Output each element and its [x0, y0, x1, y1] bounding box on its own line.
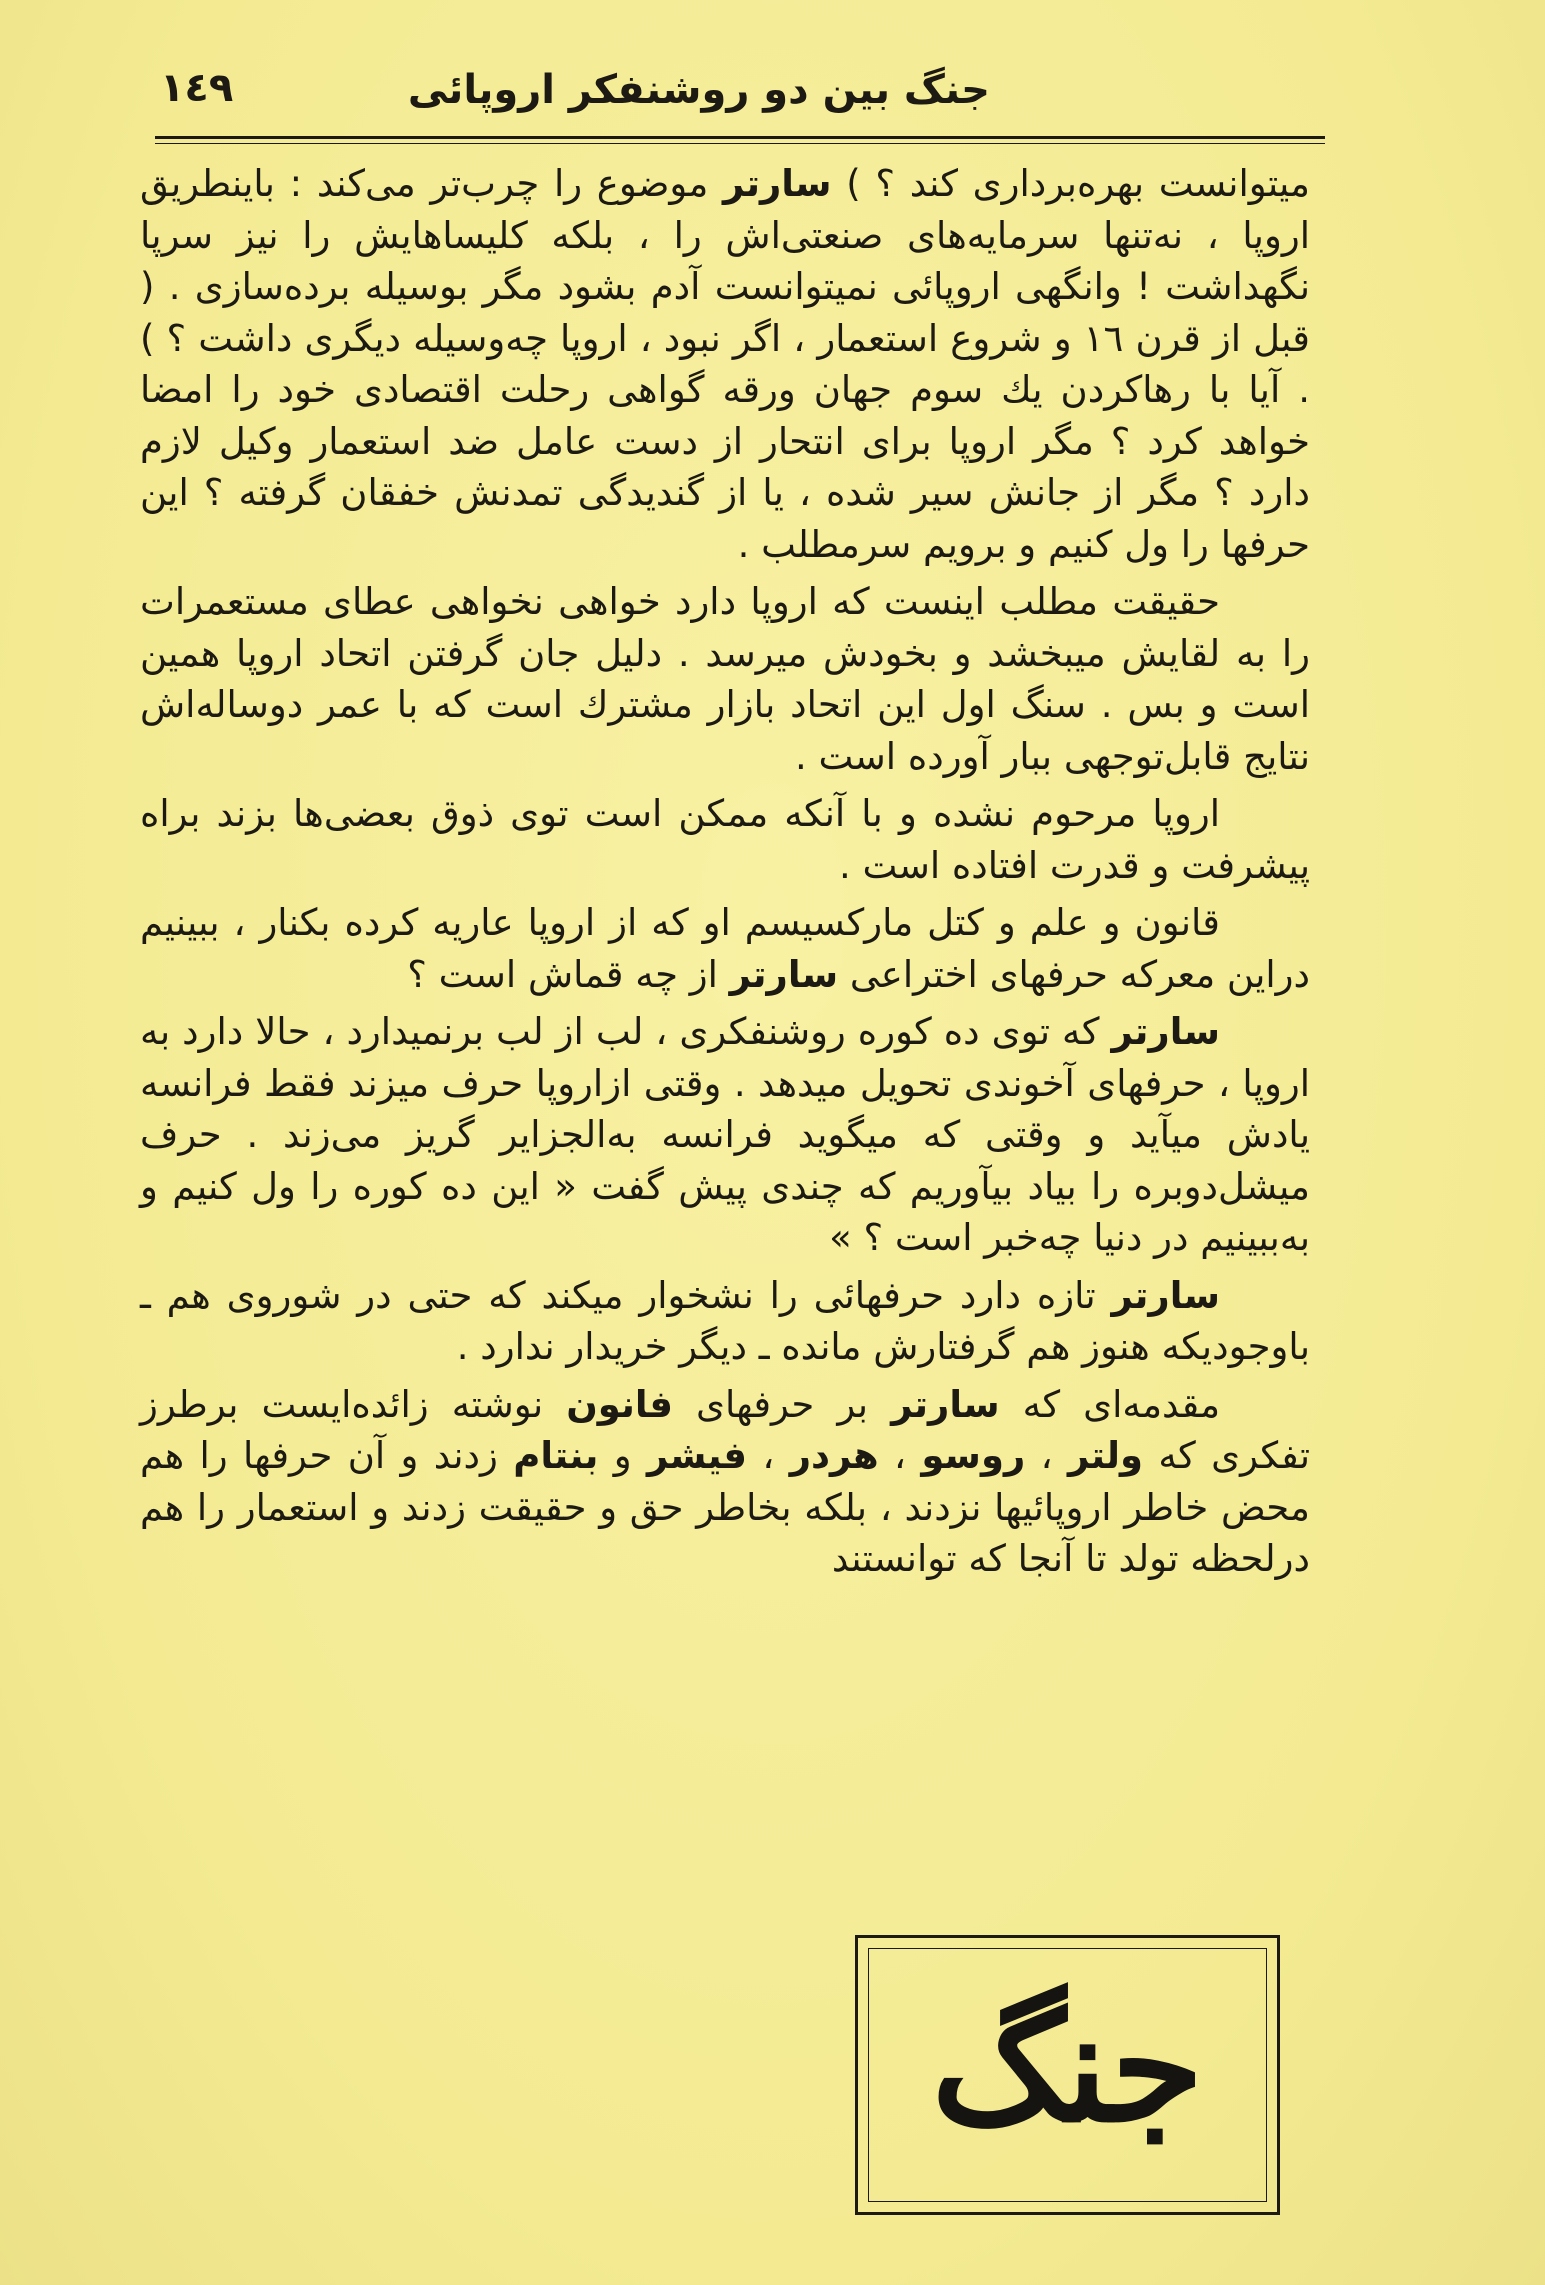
- header-rule: [155, 136, 1325, 139]
- bold-name-run: روسو: [921, 1434, 1026, 1477]
- header-rule-thin: [155, 143, 1325, 144]
- text-run: ،: [1025, 1434, 1068, 1477]
- bold-name-run: سارتر: [723, 162, 832, 205]
- bold-name-run: هردر: [789, 1434, 879, 1477]
- text-run: بر حرفهای: [672, 1382, 892, 1426]
- text-run: که توی ده کوره روشنفکری ، لب از لب برنمیدارد ، حالا دارد به اروپا ، حرفهای آخوندی تحویل میدهد . وقتی ازاروپا حرف میزند فقط فرانسه یادش میآید و وقتی که میگوید فرانسه به‌الجزایر گریز می‌زند . حرف میشل‌دوبره را بیاد بیآوریم که چندی پیش گفت « این ده کوره را ول کنیم و به‌ببینیم در دنیا چه‌خبر است ؟ »: [140, 1010, 1310, 1259]
- paragraph-p3: [140, 788, 1310, 891]
- stamp-word: جنگ: [931, 1980, 1204, 2156]
- paragraph-p5: [140, 1006, 1310, 1264]
- bold-name-run: ولتر: [1067, 1434, 1143, 1477]
- paragraph-p1: [140, 158, 1310, 570]
- bold-name-run: سارتر: [729, 952, 839, 996]
- text-run: از چه قماش است ؟: [407, 952, 730, 996]
- running-title: جنگ بین دو روشنفکر اروپائی: [407, 67, 990, 113]
- text-run: قانون و علم و کتل مارکسیسم او که از اروپا عاریه کرده بکنار ، ببینیم دراین معرکه حرفهای اختراعی: [140, 901, 1310, 996]
- page-header: [150, 55, 1330, 135]
- page-number: ١٤٩: [160, 65, 234, 111]
- text-run: موضوع را چرب‌تر می‌کند : باینطریق اروپا ، نه‌تنها سرمایه‌های صنعتی‌اش را ، بلکه کلیساهایش را نیز سرپا نگهداشت ! وانگهی اروپائی نمیتوانست آدم بشود مگر بوسیله برده‌سازی . ( قبل از قرن ١٦ و شروع استعمار ، اگر نبود ، اروپا چه‌وسیله دیگری داشت ؟ ) . آیا با رهاکردن یك سوم جهان ورقه گواهی رحلت اقتصادی خود را امضا خواهد کرد ؟ مگر اروپا برای انتحار از دست عامل ضد استعمار وکیل لازم دارد ؟ مگر از جانش سیر شده ، یا از گندیدگی تمدنش خفقان گرفته ؟ این حرفها را ول کنیم و برویم سرمطلب .: [140, 162, 1310, 566]
- text-run: حقیقت مطلب اینست که اروپا دارد خواهی نخواهی عطای مستعمرات را به لقایش میبخشد و بخودش میرسد . دلیل جان گرفتن اتحاد اروپا همین است و بس . سنگ اول این اتحاد بازار مشترك است که با عمر دوساله‌اش نتایج قابل‌توجهی ببار آورده است .: [140, 580, 1310, 778]
- text-run: ،: [878, 1434, 922, 1477]
- text-run: میتوانست بهره‌برداری کند ؟ ): [831, 162, 1310, 205]
- stamp-box: [855, 1935, 1280, 2215]
- text-run: و: [598, 1434, 647, 1477]
- paragraph-p2: [140, 576, 1310, 782]
- text-run: زدند و آن حرفها را هم محض خاطر اروپائیها نزدند ، بلکه بخاطر حق و حقیقت زدند و استعمار را هم درلحظه تولد تا آنجا که توانستند: [140, 1434, 1310, 1580]
- text-run: نوشته زائده‌ایست برطرز تفکری که: [140, 1382, 1310, 1477]
- paragraph-p6: [140, 1270, 1310, 1373]
- text-run: اروپا مرحوم نشده و با آنکه ممکن است توی ذوق بعضی‌ها بزند براه پیشرفت و قدرت افتاده است .: [140, 792, 1310, 887]
- bold-name-run: بنتام: [513, 1434, 599, 1477]
- bold-name-run: فانون: [566, 1382, 673, 1426]
- article-body: [140, 158, 1310, 1585]
- bold-name-run: سارتر: [891, 1382, 1000, 1426]
- text-run: ،: [746, 1434, 790, 1477]
- paragraph-p4: [140, 897, 1310, 1000]
- text-run: تازه دارد حرفهائی را نشخوار میکند که حتی در شوروی هم ـ باوجودیکه هنوز هم گرفتارش مانده ـ دیگر خریدار ندارد .: [140, 1273, 1310, 1368]
- paragraph-p7: [140, 1379, 1310, 1585]
- bold-name-run: فیشر: [646, 1434, 747, 1477]
- bold-name-run: سارتر: [1111, 1273, 1220, 1317]
- bold-name-run: سارتر: [1111, 1010, 1220, 1053]
- text-run: مقدمه‌ای که: [999, 1382, 1221, 1426]
